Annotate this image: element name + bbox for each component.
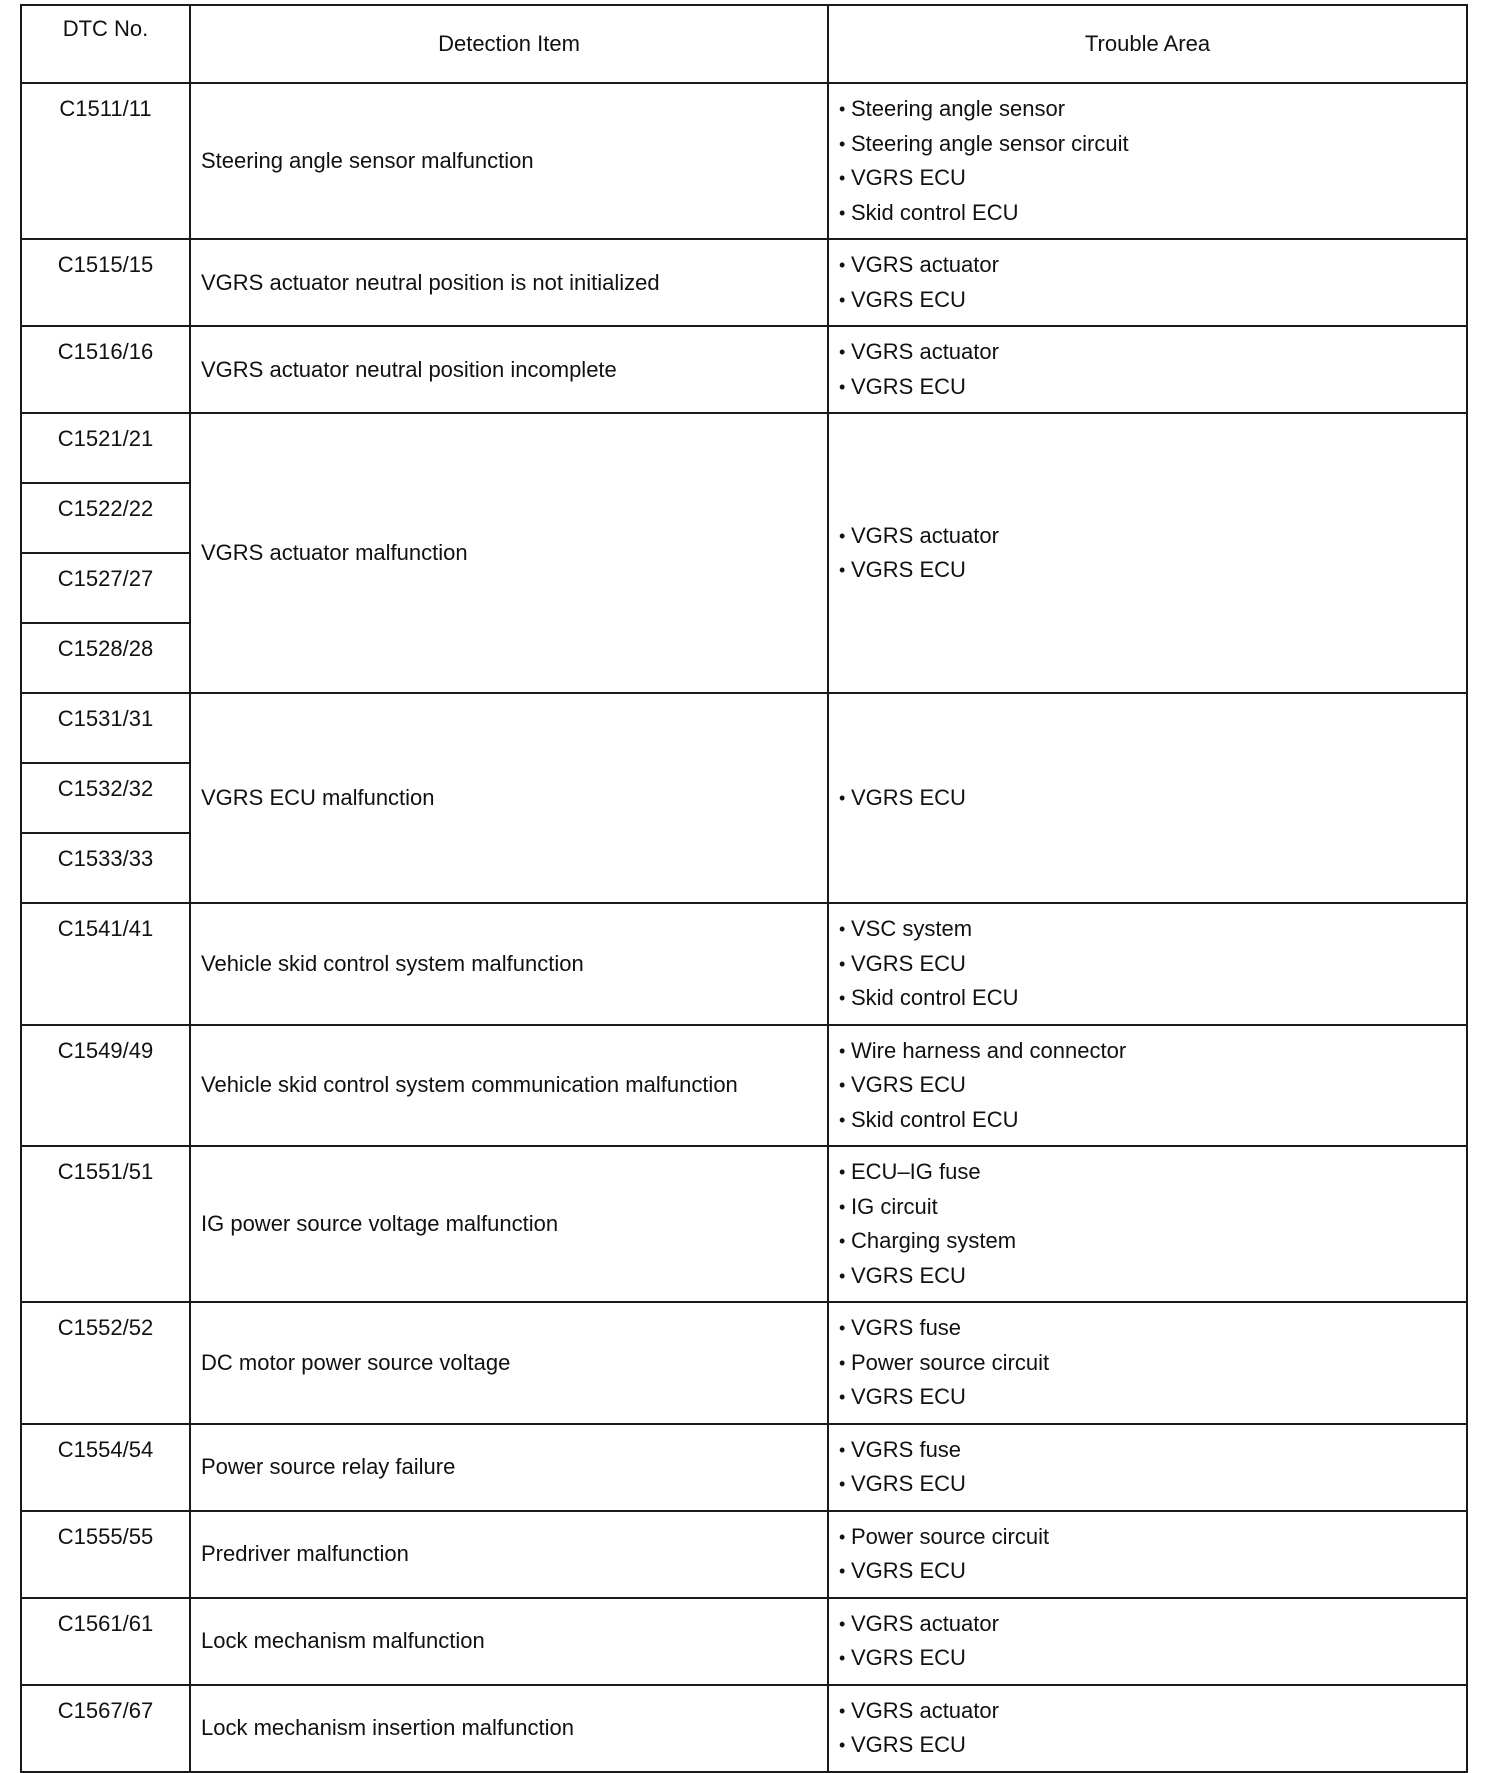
list-item xyxy=(839,1520,1456,1555)
table-row xyxy=(21,903,1467,1025)
trouble-area-text: VGRS ECU xyxy=(851,1471,966,1496)
detection-item: DC motor power source voltage xyxy=(190,1302,828,1424)
trouble-area-text: VGRS actuator xyxy=(851,1610,999,1636)
trouble-area-text: VGRS ECU xyxy=(851,1262,966,1288)
trouble-area-text: IG circuit xyxy=(851,1193,938,1219)
bullet-icon: • xyxy=(839,1735,846,1755)
trouble-area-text: VGRS ECU xyxy=(851,1645,966,1670)
bullet-icon: • xyxy=(839,953,846,974)
trouble-area-list xyxy=(839,1311,1456,1415)
trouble-area-list xyxy=(839,519,1456,588)
list-item xyxy=(839,1068,1456,1103)
trouble-area-list xyxy=(839,1155,1456,1293)
dtc-code: C1527/27 xyxy=(21,553,190,623)
trouble-area-text: VGRS fuse xyxy=(851,1436,962,1462)
table-row xyxy=(21,1511,1467,1598)
list-item xyxy=(839,283,1456,318)
bullet-icon: • xyxy=(839,1318,846,1338)
list-item xyxy=(839,1607,1456,1642)
trouble-area-list xyxy=(839,248,1456,317)
header-trouble-area: Trouble Area xyxy=(828,5,1467,83)
list-item xyxy=(839,1380,1456,1415)
bullet-icon: • xyxy=(839,168,846,188)
trouble-area-text: VGRS ECU xyxy=(851,784,966,810)
bullet-icon: • xyxy=(839,1196,846,1217)
trouble-area-list xyxy=(839,781,1456,816)
bullet-icon: • xyxy=(839,1352,846,1373)
trouble-area-list xyxy=(839,1694,1456,1763)
bullet-icon: • xyxy=(839,1162,846,1182)
detection-item: Vehicle skid control system malfunction xyxy=(190,903,828,1025)
trouble-area-text: VGRS fuse xyxy=(851,1315,962,1340)
bullet-icon: • xyxy=(839,1387,846,1407)
table-row xyxy=(21,1302,1467,1424)
table-row xyxy=(21,413,1467,483)
trouble-area-text: VGRS ECU xyxy=(851,373,966,399)
trouble-area xyxy=(828,1685,1467,1772)
detection-item: Lock mechanism insertion malfunction xyxy=(190,1685,828,1772)
dtc-code: C1549/49 xyxy=(21,1025,190,1147)
trouble-area xyxy=(828,413,1467,693)
dtc-code: C1533/33 xyxy=(21,833,190,903)
trouble-area-list xyxy=(839,912,1456,1016)
dtc-code: C1555/55 xyxy=(21,1511,190,1598)
list-item xyxy=(839,1728,1456,1763)
bullet-icon: • xyxy=(839,1700,846,1721)
trouble-area xyxy=(828,903,1467,1025)
list-item xyxy=(839,196,1456,231)
list-item xyxy=(839,161,1456,196)
trouble-area xyxy=(828,1146,1467,1302)
table-row xyxy=(21,1685,1467,1772)
detection-item: IG power source voltage malfunction xyxy=(190,1146,828,1302)
bullet-icon: • xyxy=(839,1439,846,1460)
trouble-area xyxy=(828,1025,1467,1147)
bullet-icon: • xyxy=(839,525,846,546)
table-row xyxy=(21,1025,1467,1147)
list-item xyxy=(839,1155,1456,1190)
detection-item: Vehicle skid control system communication malfunction xyxy=(190,1025,828,1147)
trouble-area xyxy=(828,693,1467,903)
dtc-table-page xyxy=(20,4,1466,1773)
trouble-area xyxy=(828,1598,1467,1685)
bullet-icon: • xyxy=(839,1648,846,1668)
list-item xyxy=(839,248,1456,283)
dtc-code: C1567/67 xyxy=(21,1685,190,1772)
list-item xyxy=(839,912,1456,947)
trouble-area-text: VGRS actuator xyxy=(851,252,999,277)
table-row xyxy=(21,1598,1467,1685)
table-row xyxy=(21,83,1467,239)
dtc-code: C1531/31 xyxy=(21,693,190,763)
trouble-area xyxy=(828,1424,1467,1511)
detection-item: VGRS actuator neutral position incomplete xyxy=(190,326,828,413)
trouble-area-list xyxy=(839,1520,1456,1589)
dtc-code: C1554/54 xyxy=(21,1424,190,1511)
dtc-code: C1521/21 xyxy=(21,413,190,483)
dtc-code: C1516/16 xyxy=(21,326,190,413)
trouble-area-text: Steering angle sensor xyxy=(851,96,1066,121)
list-item xyxy=(839,1694,1456,1729)
trouble-area-list xyxy=(839,1607,1456,1676)
trouble-area-list xyxy=(839,1034,1456,1138)
bullet-icon: • xyxy=(839,289,846,310)
bullet-icon: • xyxy=(839,988,846,1008)
trouble-area xyxy=(828,83,1467,239)
trouble-area xyxy=(828,1302,1467,1424)
trouble-area-text: VGRS actuator xyxy=(851,1697,999,1723)
list-item xyxy=(839,127,1456,162)
trouble-area-text: ECU–IG fuse xyxy=(851,1159,981,1184)
trouble-area-text: Skid control ECU xyxy=(851,1106,1019,1132)
trouble-area xyxy=(828,239,1467,326)
trouble-area-text: VGRS actuator xyxy=(851,522,999,548)
list-item xyxy=(839,519,1456,554)
bullet-icon: • xyxy=(839,1526,846,1547)
list-item xyxy=(839,947,1456,982)
trouble-area-text: Wire harness and connector xyxy=(851,1037,1127,1063)
trouble-area-text: Charging system xyxy=(851,1228,1017,1253)
dtc-code: C1515/15 xyxy=(21,239,190,326)
trouble-area-list xyxy=(839,92,1456,230)
bullet-icon: • xyxy=(839,133,846,154)
list-item xyxy=(839,1554,1456,1589)
dtc-code: C1541/41 xyxy=(21,903,190,1025)
trouble-area-text: VGRS ECU xyxy=(851,1558,966,1583)
bullet-icon: • xyxy=(839,1265,846,1286)
dtc-code: C1532/32 xyxy=(21,763,190,833)
trouble-area-text: VGRS ECU xyxy=(851,1072,966,1097)
detection-item: VGRS ECU malfunction xyxy=(190,693,828,903)
bullet-icon: • xyxy=(839,1561,846,1581)
list-item xyxy=(839,92,1456,127)
dtc-code: C1522/22 xyxy=(21,483,190,553)
bullet-icon: • xyxy=(839,1231,846,1251)
bullet-icon: • xyxy=(839,1474,846,1494)
dtc-code: C1561/61 xyxy=(21,1598,190,1685)
trouble-area-text: VGRS actuator xyxy=(851,339,999,364)
header-detection-item: Detection Item xyxy=(190,5,828,83)
trouble-area xyxy=(828,326,1467,413)
list-item xyxy=(839,1467,1456,1502)
bullet-icon: • xyxy=(839,787,846,808)
trouble-area-text: Skid control ECU xyxy=(851,985,1019,1010)
detection-item: VGRS actuator malfunction xyxy=(190,413,828,693)
bullet-icon: • xyxy=(839,99,846,119)
detection-item: Steering angle sensor malfunction xyxy=(190,83,828,239)
table-row xyxy=(21,1146,1467,1302)
trouble-area-text: VGRS ECU xyxy=(851,286,966,312)
list-item xyxy=(839,1346,1456,1381)
trouble-area-text: VGRS ECU xyxy=(851,1384,966,1409)
list-item xyxy=(839,1259,1456,1294)
list-item xyxy=(839,370,1456,405)
table-row xyxy=(21,326,1467,413)
list-item xyxy=(839,1034,1456,1069)
bullet-icon: • xyxy=(839,560,846,580)
bullet-icon: • xyxy=(839,1040,846,1061)
dtc-table-body xyxy=(21,83,1467,1772)
detection-item: VGRS actuator neutral position is not initialized xyxy=(190,239,828,326)
list-item xyxy=(839,981,1456,1016)
bullet-icon: • xyxy=(839,1075,846,1095)
trouble-area-list xyxy=(839,335,1456,404)
trouble-area-text: VGRS ECU xyxy=(851,950,966,976)
dtc-code: C1552/52 xyxy=(21,1302,190,1424)
dtc-code: C1551/51 xyxy=(21,1146,190,1302)
header-row xyxy=(21,5,1467,83)
detection-item: Power source relay failure xyxy=(190,1424,828,1511)
list-item xyxy=(839,1224,1456,1259)
detection-item: Predriver malfunction xyxy=(190,1511,828,1598)
header-dtc-no: DTC No. xyxy=(21,5,190,83)
dtc-table xyxy=(20,4,1468,1773)
table-row xyxy=(21,239,1467,326)
detection-item: Lock mechanism malfunction xyxy=(190,1598,828,1685)
trouble-area-text: VGRS ECU xyxy=(851,557,966,582)
trouble-area-text: VGRS ECU xyxy=(851,1732,966,1757)
bullet-icon: • xyxy=(839,202,846,223)
dtc-code: C1528/28 xyxy=(21,623,190,693)
trouble-area-text: Power source circuit xyxy=(851,1349,1050,1375)
table-row xyxy=(21,693,1467,763)
bullet-icon: • xyxy=(839,919,846,939)
trouble-area xyxy=(828,1511,1467,1598)
bullet-icon: • xyxy=(839,342,846,362)
list-item xyxy=(839,335,1456,370)
list-item xyxy=(839,1433,1456,1468)
bullet-icon: • xyxy=(839,255,846,275)
list-item xyxy=(839,553,1456,588)
table-row xyxy=(21,1424,1467,1511)
trouble-area-text: Skid control ECU xyxy=(851,199,1019,225)
list-item xyxy=(839,1190,1456,1225)
dtc-code: C1511/11 xyxy=(21,83,190,239)
list-item xyxy=(839,781,1456,816)
trouble-area-text: VSC system xyxy=(851,916,973,941)
trouble-area-text: Steering angle sensor circuit xyxy=(851,130,1129,156)
trouble-area-text: Power source circuit xyxy=(851,1523,1050,1549)
list-item xyxy=(839,1103,1456,1138)
trouble-area-text: VGRS ECU xyxy=(851,165,966,190)
trouble-area-list xyxy=(839,1433,1456,1502)
list-item xyxy=(839,1311,1456,1346)
bullet-icon: • xyxy=(839,376,846,397)
bullet-icon: • xyxy=(839,1109,846,1130)
list-item xyxy=(839,1641,1456,1676)
bullet-icon: • xyxy=(839,1613,846,1634)
